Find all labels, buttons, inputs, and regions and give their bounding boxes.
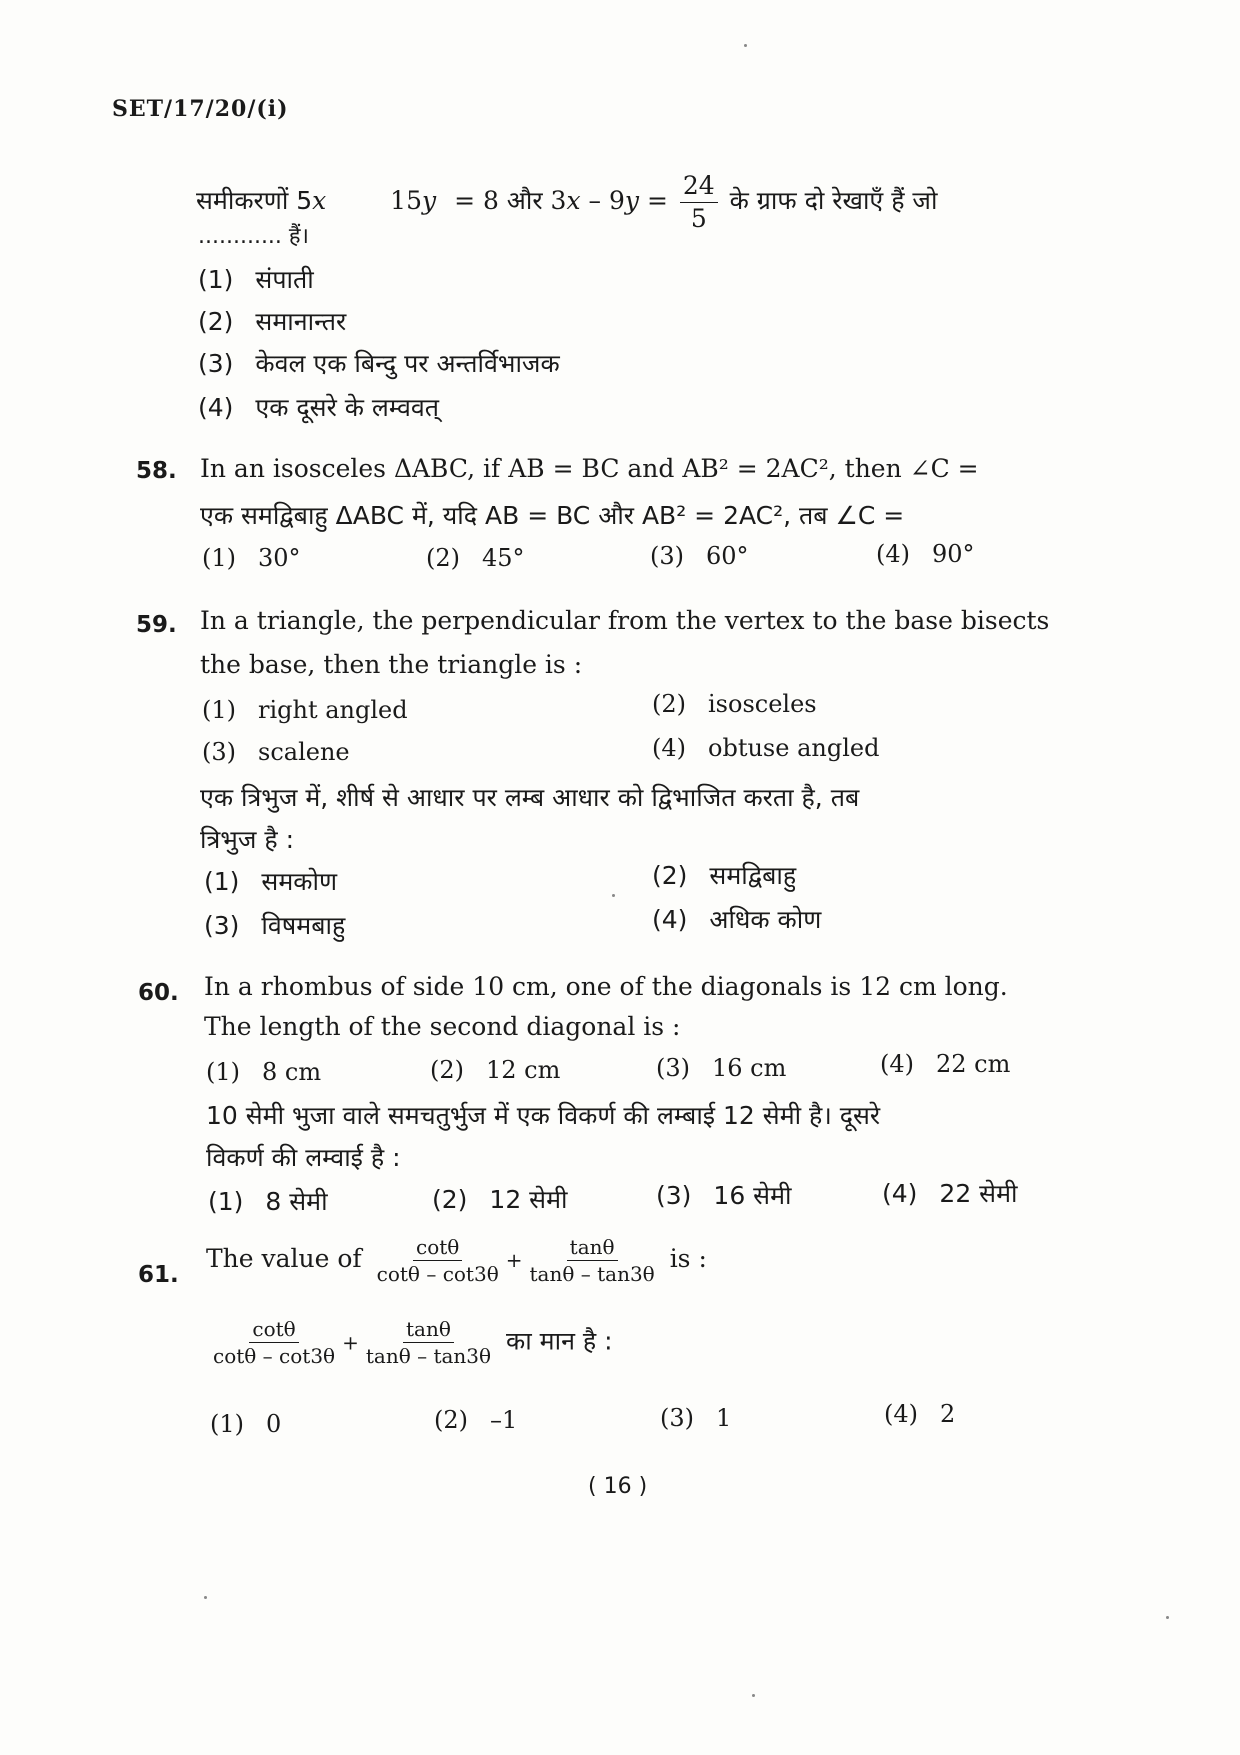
- q61-question-hi: $\frac{\cot\theta}{\cot\theta - \cot 3\theta}$ + $\frac{\tan\theta}{\tan\theta - \tan 3\theta}$ का मान है :: [206, 1318, 613, 1367]
- q61-hi-fraction-cot: $\frac{\cot\theta}{\cot\theta - \cot 3\theta}$: [213, 1317, 336, 1368]
- q61-hi-fraction-tan: $\frac{\tan\theta}{\tan\theta - \tan 3\theta}$: [365, 1317, 492, 1368]
- q57-option-1: (1) संपाती: [198, 265, 314, 294]
- q59-question-en-line1: In a triangle, the perpendicular from the vertex to the base bisects: [200, 606, 1050, 635]
- scan-speck: [744, 44, 747, 47]
- scan-speck: [1166, 1616, 1169, 1619]
- q60-en-option-4: (4) 22 cm: [880, 1050, 1011, 1078]
- q60-question-en-line2: The length of the second diagonal is :: [204, 1012, 681, 1041]
- q60-en-option-2: (2) 12 cm: [430, 1056, 561, 1084]
- q57-fraction: $\frac{24}{5}$: [680, 172, 718, 232]
- q59-hi-option-4: (4) अधिक कोण: [652, 905, 822, 934]
- q59-en-option-2: (2) isosceles: [652, 690, 817, 718]
- q60-hi-option-4: (4) 22 सेमी: [882, 1179, 1018, 1208]
- q61-option-2: (2) –1: [434, 1406, 518, 1434]
- q57-option-4: (4) एक दूसरे के लम्ववत्: [198, 393, 440, 422]
- q58-option-2: (2) 45°: [426, 544, 525, 572]
- q58-question-en: In an isosceles ΔABC, if AB = BC and AB² = 2AC², then ∠C =: [200, 454, 979, 483]
- q57-line2: ............ हैं।: [198, 224, 309, 249]
- q60-hi-option-3: (3) 16 सेमी: [656, 1181, 792, 1210]
- q59-question-en-line2: the base, then the triangle is :: [200, 650, 583, 679]
- q60-hi-option-1: (1) 8 सेमी: [208, 1187, 328, 1216]
- q59-en-option-1: (1) right angled: [202, 696, 408, 724]
- q61-option-1: (1) 0: [210, 1410, 282, 1438]
- q58-option-3: (3) 60°: [650, 542, 749, 570]
- q61-option-4: (4) 2: [884, 1400, 956, 1428]
- q60-question-en-line1: In a rhombus of side 10 cm, one of the diagonals is 12 cm long.: [204, 972, 1008, 1001]
- q59-hi-option-1: (1) समकोण: [204, 867, 338, 896]
- page-number: ( 16 ): [588, 1474, 648, 1499]
- q61-fraction-cot: $\frac{\cot\theta}{\cot\theta - \cot 3\theta}$: [376, 1235, 499, 1286]
- scan-speck: [612, 894, 615, 897]
- q57-line1: समीकरणों 5x 15y = 8 और 3x – 9y = $\frac{24}{5}$ के ग्राफ दो रेखाएँ हैं जो: [196, 171, 938, 233]
- q60-number: 60.: [138, 980, 179, 1006]
- q61-option-3: (3) 1: [660, 1404, 732, 1432]
- q57-option-3: (3) केवल एक बिन्दु पर अन्तर्विभाजक: [198, 349, 560, 378]
- q59-hi-option-2: (2) समद्विबाहु: [652, 861, 797, 890]
- q61-question-en: The value of $\frac{\cot\theta}{\cot\theta - \cot 3\theta}$ + $\frac{\tan\theta}{\tan\theta - \tan 3\theta}$ is :: [206, 1235, 707, 1286]
- q57-option-2: (2) समानान्तर: [198, 307, 347, 336]
- page-header: SET/17/20/(i): [112, 96, 289, 122]
- q58-question-hi: एक समद्विबाहु ΔABC में, यदि AB = BC और AB² = 2AC², तब ∠C =: [200, 501, 905, 530]
- q60-hi-option-2: (2) 12 सेमी: [432, 1185, 568, 1214]
- q61-number: 61.: [138, 1262, 179, 1288]
- q60-question-hi-line1: 10 सेमी भुजा वाले समचतुर्भुज में एक विकर्ण की लम्बाई 12 सेमी है। दूसरे: [206, 1101, 881, 1130]
- q59-question-hi-line1: एक त्रिभुज में, शीर्ष से आधार पर लम्ब आधार को द्विभाजित करता है, तब: [200, 783, 860, 812]
- q60-question-hi-line2: विकर्ण की लम्वाई है :: [206, 1143, 401, 1172]
- q60-en-option-3: (3) 16 cm: [656, 1054, 787, 1082]
- q60-en-option-1: (1) 8 cm: [206, 1058, 322, 1086]
- q58-option-4: (4) 90°: [876, 540, 975, 568]
- q59-number: 59.: [136, 612, 177, 638]
- q59-en-option-3: (3) scalene: [202, 738, 350, 766]
- q58-number: 58.: [136, 458, 177, 484]
- q59-hi-option-3: (3) विषमबाहु: [204, 911, 346, 940]
- scan-speck: [204, 1596, 207, 1599]
- q58-option-1: (1) 30°: [202, 544, 301, 572]
- q59-question-hi-line2: त्रिभुज है :: [200, 825, 294, 854]
- scan-speck: [752, 1694, 755, 1697]
- q61-fraction-tan: $\frac{\tan\theta}{\tan\theta - \tan 3\theta}$: [529, 1235, 655, 1286]
- q59-en-option-4: (4) obtuse angled: [652, 734, 880, 762]
